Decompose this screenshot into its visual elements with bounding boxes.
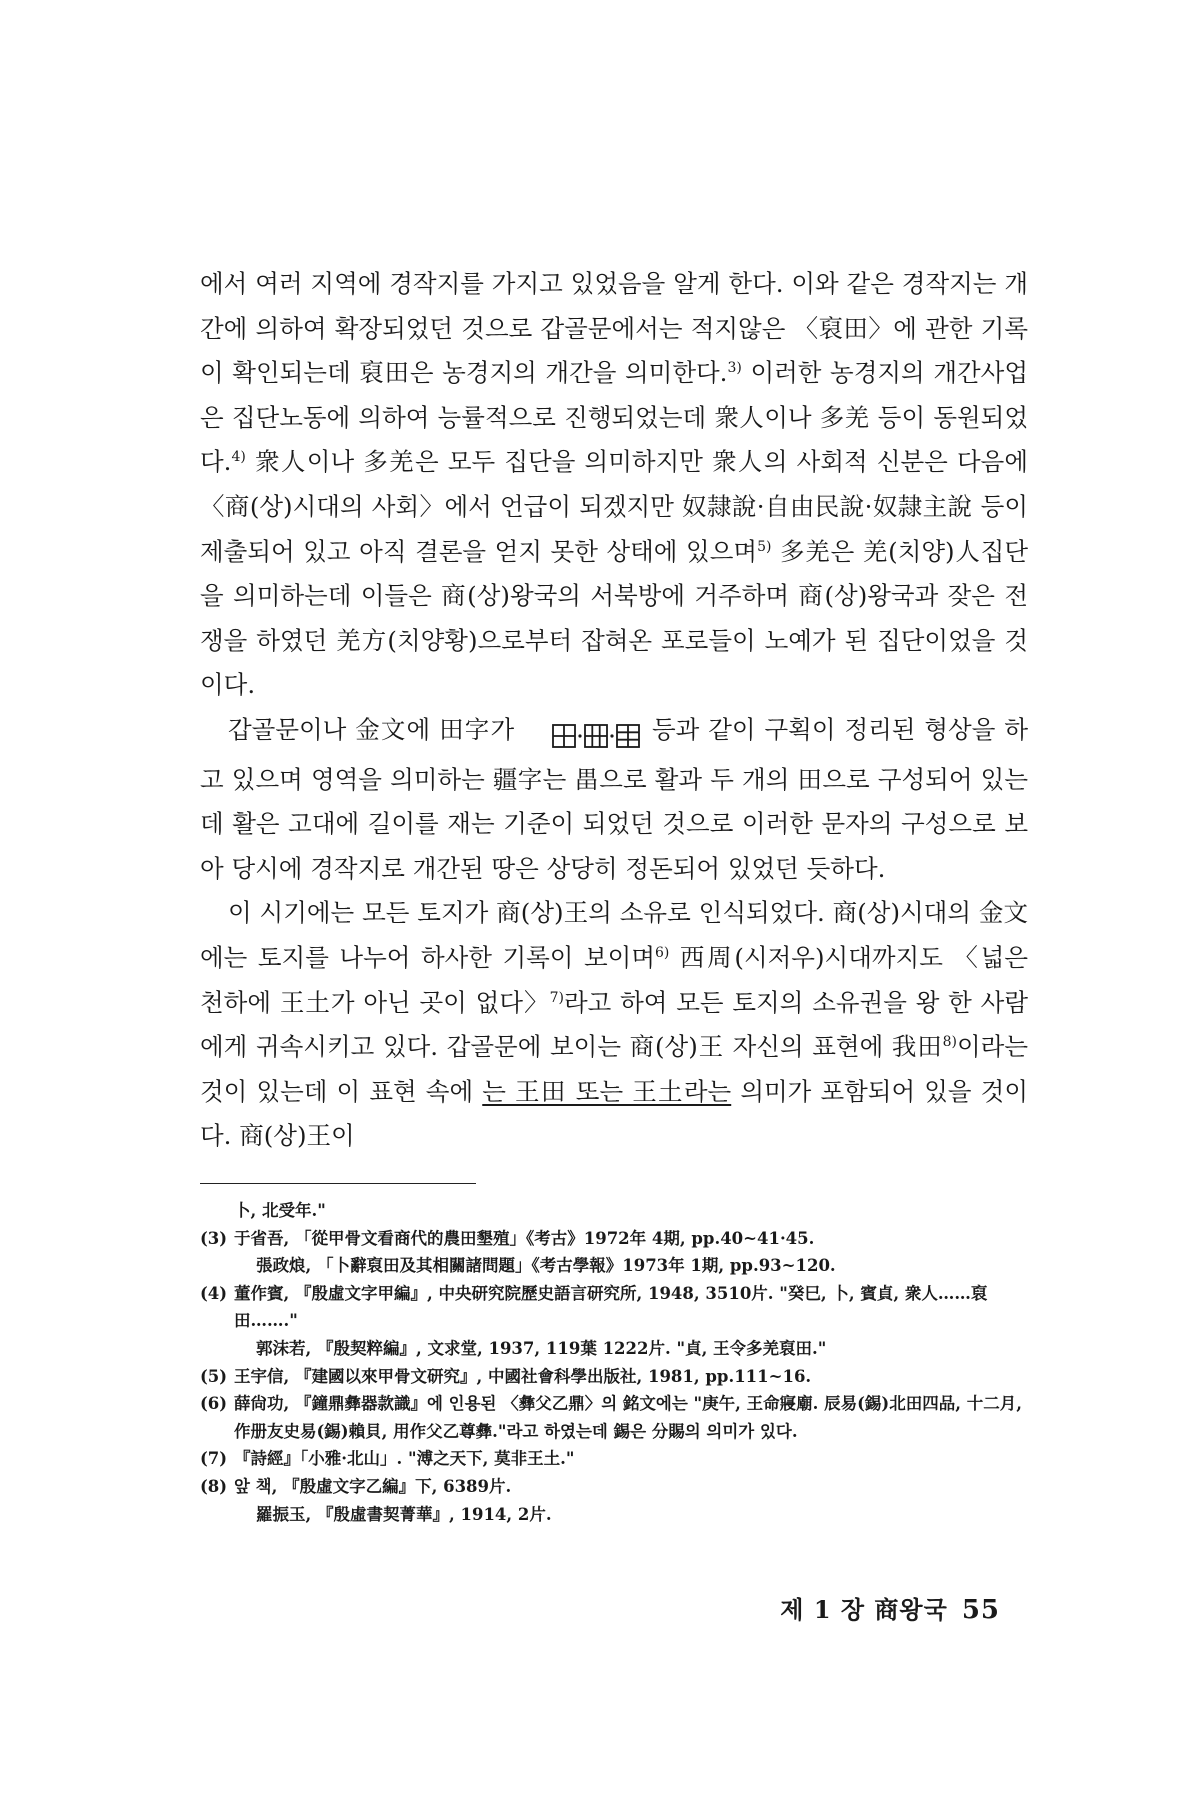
footnote-ref-7[interactable]: 7): [549, 989, 564, 1006]
footnote-3: (3) 于省吾, 「從甲骨文看商代的農田墾殖」《考古》1972年 4期, pp.40~41·45. 張政烺, 「卜辭裒田及其相關諸問題」《考古學報》1973年 1期, pp.93~120.: [200, 1228, 836, 1276]
field-character-grids-icon: [523, 713, 643, 758]
footnote-6: (6) 薛尙功, 『鐘鼎彝器款識』에 인용된 〈彝父乙鼎〉의 銘文에는 "庚午, 王命寢廟. 辰易(錫)北田四品, 十二月, 作册友史易(錫)賴貝, 用作父乙尊彝."라고 하였는데 錫은 分賜의 의미가 있다.: [200, 1394, 1022, 1441]
footnote-ref-6[interactable]: 6): [655, 944, 670, 961]
footnote-continuation: 卜, 北受年.": [234, 1201, 326, 1220]
paragraph-1: 에서 여러 지역에 경작지를 가지고 있었음을 알게 한다. 이와 같은 경작지는 개간에 의하여 확장되었던 것으로 갑골문에서는 적지않은 〈裒田〉에 관한 기록이 확인되는데 裒田은 농경지의 개간을 의미한다.$^{3)}$ 이러한 농경지의 개간사업은 집단노동에 의하여 능률적으로 진행되었는데 衆人이나 多羌 등이 동원되었다.$^{4)}$ 衆人이나 多羌은 모두 집단을 의미하지만 衆人의 사회적 신분은 다음에 〈商(상)시대의 사회〉에서 언급이 되겠지만 奴隷說·自由民說·奴隷主說 등이 제출되어 있고 아직 결론을 얻지 못한 상태에 있으며$^{5)}$ 多羌은 羌(치양)人집단을 의미하는데 이들은 商(상)왕국의 서북방에 거주하며 商(상)왕국과 잦은 전쟁을 하였던 羌方(치양황)으로부터 잡혀온 포로들이 노예가 된 집단이었을 것이다.: [200, 269, 1028, 700]
footnote-5: (5) 王宇信, 『建國以來甲骨文研究』, 中國社會科學出版社, 1981, pp.111~16.: [200, 1366, 812, 1386]
footnote-4: (4) 董作賓, 『殷虛文字甲編』, 中央研究院歷史語言研究所, 1948, 3510片. "癸巳, 卜, 賓貞, 衆人……裒田……." 郭沫若, 『殷契粹編』, 文求堂, 1937, 119葉 1222片. "貞, 王令多羌裒田.": [200, 1283, 988, 1358]
footnote-ref-8[interactable]: 8): [942, 1034, 957, 1051]
footnote-8: (8) 앞 책, 『殷虛文字乙編』下, 6389片. 羅振玉, 『殷虛書契菁華』, 1914, 2片.: [200, 1476, 552, 1524]
footnote-7: (7) 『詩經』「小雅·北山」. "溥之天下, 莫非王土.": [200, 1449, 575, 1469]
underlined-phrase: 는 王田 또는 王土라는: [482, 1076, 732, 1106]
footnote-separator: [200, 1183, 476, 1184]
chapter-label: 제 1 장 商왕국: [780, 1595, 948, 1624]
paragraph-3: 이 시기에는 모든 토지가 商(상)王의 소유로 인식되었다. 商(상)시대의 金文에는 토지를 나누어 하사한 기록이 보이며$^{6)}$ 西周(시저우)시대까지도 〈넓은 천하에 王土가 아닌 곳이 없다〉$^{7)}$라고 하여 모든 토지의 소유권을 왕 한 사람에게 귀속시키고 있다. 갑골문에 보이는 商(상)王 자신의 표현에 我田$^{8)}$이라는 것이 있는데 이 표현 속에 는 王田 또는 王土라는 의미가 포함되어 있을 것이다. 商(상)王이: [200, 898, 1028, 1151]
footnotes: [200, 1197, 1030, 1528]
footnote-ref-5[interactable]: 5): [757, 538, 772, 555]
footnote-ref-4[interactable]: 4): [231, 449, 246, 466]
footnote-ref-3[interactable]: 3): [727, 360, 742, 377]
page-footer: [780, 1590, 1000, 1625]
paragraph-2: 갑골문이나 金文에 田字가 등과 같이 구획이 정리된 형상을 하고 있으며 영역을 의미하는 疆字는 畕으로 활과 두 개의 田으로 구성되어 있는데 활은 고대에 길이를 재는 기준이 되었던 것으로 이러한 문자의 구성으로 보아 당시에 경작지로 개간된 땅은 상당히 정돈되어 있었던 듯하다.: [200, 714, 1028, 883]
main-text: [200, 262, 1028, 1159]
page-number: 55: [961, 1595, 1000, 1625]
